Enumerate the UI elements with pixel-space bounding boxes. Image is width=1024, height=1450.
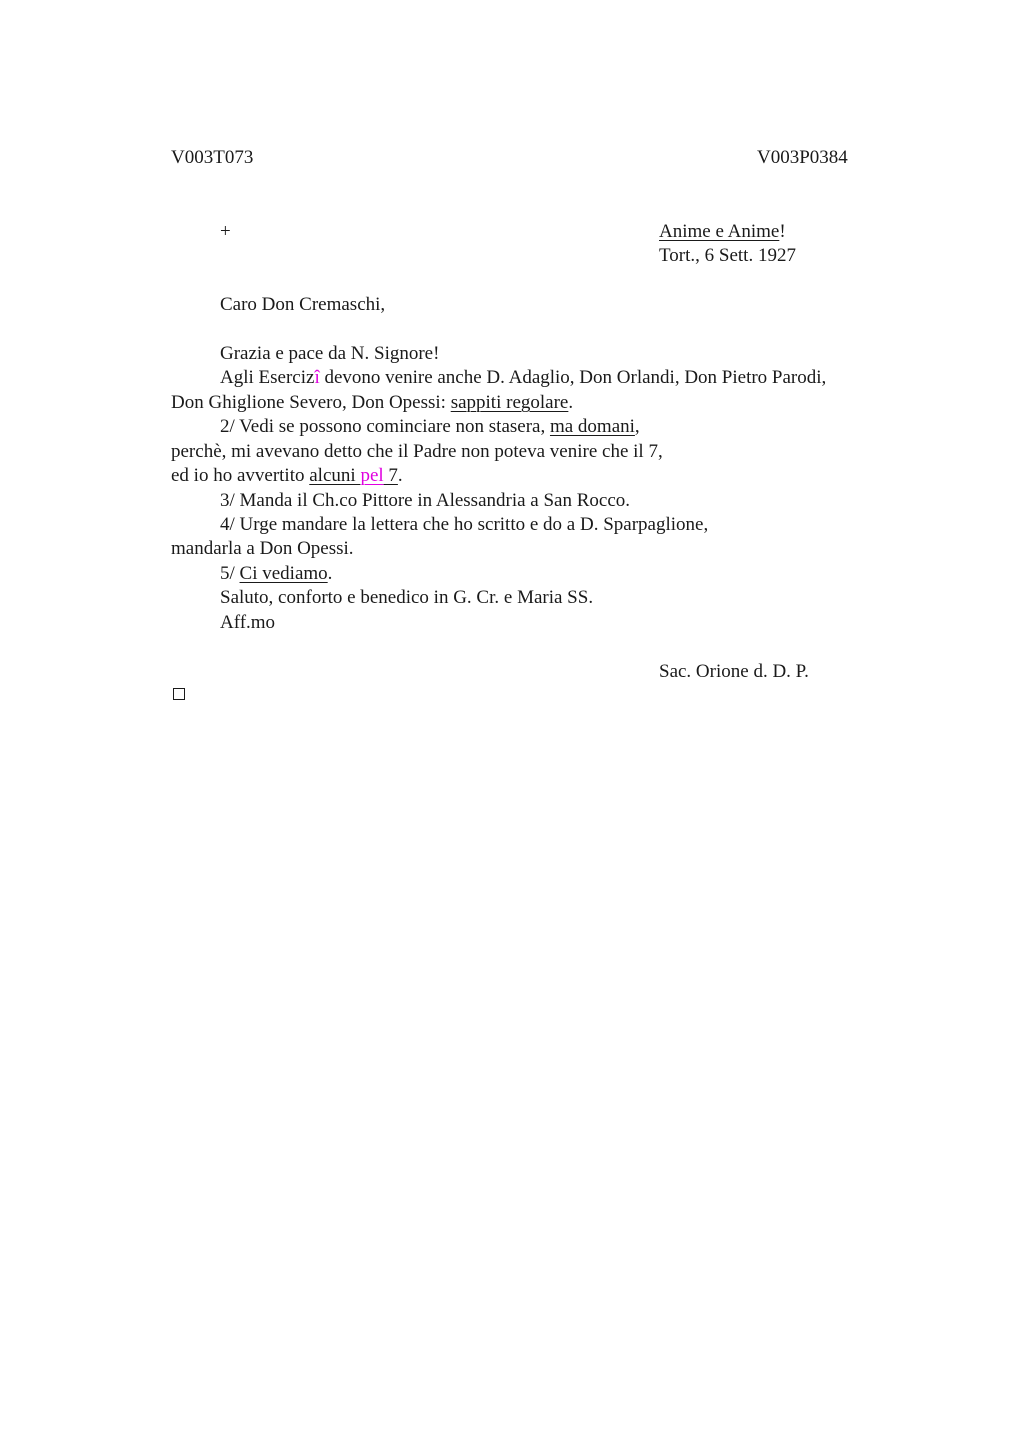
motto-end: ! — [779, 221, 786, 242]
underlined-text: sappiti regolare — [450, 392, 569, 413]
closing-line: Saluto, conforto e benedico in G. Cr. e Maria SS. — [220, 587, 594, 608]
text-span: Agli Eserciz — [220, 367, 315, 388]
text-span: , — [634, 416, 640, 437]
motto — [659, 220, 786, 244]
paragraph-4-line-1: 4/ Urge mandare la lettera che ho scritto e do a D. Sparpaglione, — [220, 514, 709, 535]
document-code-left: V003T073 — [171, 147, 254, 168]
text-span: . — [397, 465, 403, 486]
underlined-text: ma domani — [549, 416, 635, 437]
closing-affmo: Aff.mo — [220, 612, 276, 633]
paragraph-2-line-1 — [220, 415, 640, 439]
paragraph-1-line-1 — [220, 366, 826, 390]
text-span: ed io ho avvertito — [171, 465, 310, 486]
greeting: Grazia e pace da N. Signore! — [220, 343, 440, 364]
text-span: 5/ — [220, 563, 240, 584]
paragraph-5 — [220, 562, 332, 586]
underlined-text: Ci vediamo — [239, 563, 328, 584]
salutation: Caro Don Cremaschi, — [220, 294, 386, 315]
text-span: devono venire anche D. Adaglio, Don Orlandi, Don Pietro Parodi, — [319, 367, 827, 388]
place-date: Tort., 6 Sett. 1927 — [659, 245, 796, 266]
underlined-text: 7 — [383, 465, 398, 486]
underlined-text: alcuni — [309, 465, 361, 486]
paragraph-4-line-2: mandarla a Don Opessi. — [171, 538, 354, 559]
paragraph-3: 3/ Manda il Ch.co Pittore in Alessandria a San Rocco. — [220, 490, 631, 511]
editor-insertion: pel — [360, 465, 384, 486]
text-span: . — [568, 392, 574, 413]
text-span: 2/ Vedi se possono cominciare non stasera, — [220, 416, 550, 437]
text-span: . — [327, 563, 333, 584]
paragraph-2-line-3 — [171, 464, 403, 488]
page-code-right: V003P0384 — [757, 147, 848, 168]
paragraph-2-line-2: perchè, mi avevano detto che il Padre non poteva venire che il 7, — [171, 441, 663, 462]
signature: Sac. Orione d. D. P. — [659, 661, 809, 682]
text-span: Don Ghiglione Severo, Don Opessi: — [171, 392, 451, 413]
cross-mark: + — [220, 221, 231, 242]
editor-mark: î — [314, 367, 320, 388]
paragraph-1-line-2 — [171, 391, 573, 415]
end-box-icon — [173, 688, 185, 700]
motto-underlined: Anime e Anime — [659, 221, 780, 242]
